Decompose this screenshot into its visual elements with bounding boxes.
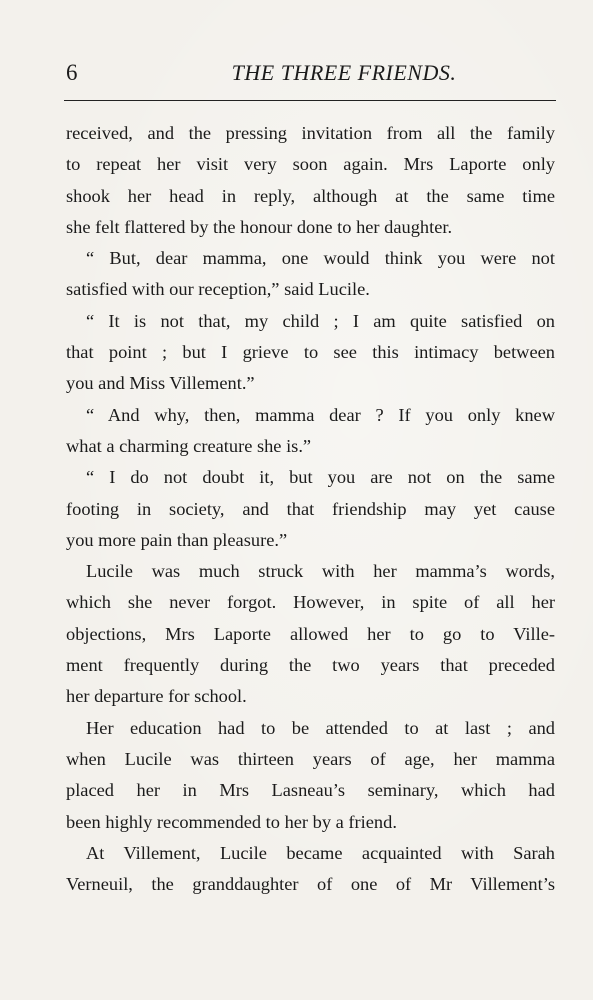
text-line: “ It is not that, my child ; I am quite satisfied on <box>86 310 555 331</box>
text-line: objections, Mrs Laporte allowed her to go to Ville- <box>66 623 555 644</box>
header-rule <box>64 100 556 101</box>
text-line: you more pain than pleasure.” <box>66 529 288 550</box>
text-line: received, and the pressing invitation from all the family <box>66 123 555 143</box>
text-line: footing in society, and that friendship may yet cause <box>66 498 555 519</box>
text-line: satisfied with our reception,” said Lucile. <box>66 279 370 300</box>
text-line: At Villement, Lucile became acquainted with Sarah <box>86 842 555 863</box>
text-line: Her education had to be attended to at last ; and <box>86 717 555 738</box>
text-line: she felt flattered by the honour done to her daughter. <box>66 216 453 237</box>
text-line: shook her head in reply, although at the same time <box>66 185 555 206</box>
text-line: what a charming creature she is.” <box>66 435 312 456</box>
text-line: “ But, dear mamma, one would think you were not <box>86 248 555 269</box>
text-line: “ And why, then, mamma dear ? If you only knew <box>86 404 555 425</box>
text-line: placed her in Mrs Lasneau’s seminary, which had <box>66 780 555 801</box>
text-line: “ I do not doubt it, but you are not on the same <box>86 467 555 488</box>
text-line: ment frequently during the two years that preceded <box>66 655 555 676</box>
body-text <box>66 118 555 900</box>
page-number: 6 <box>66 60 78 85</box>
text-line: been highly recommended to her by a friend. <box>66 811 397 832</box>
text-line: when Lucile was thirteen years of age, her mamma <box>66 748 555 769</box>
text-line: her departure for school. <box>66 686 247 707</box>
text-line: which she never forgot. However, in spite of all her <box>66 592 555 613</box>
page-header <box>64 58 554 92</box>
running-title: THE THREE FRIENDS. <box>231 60 457 85</box>
text-line: you and Miss Villement.” <box>66 373 255 394</box>
text-line: to repeat her visit very soon again. Mrs Laporte only <box>66 154 555 175</box>
text-line: Verneuil, the granddaughter of one of Mr Villement’s <box>66 874 555 895</box>
text-line: Lucile was much struck with her mamma’s words, <box>86 561 555 582</box>
text-line: that point ; but I grieve to see this intimacy between <box>66 342 555 363</box>
